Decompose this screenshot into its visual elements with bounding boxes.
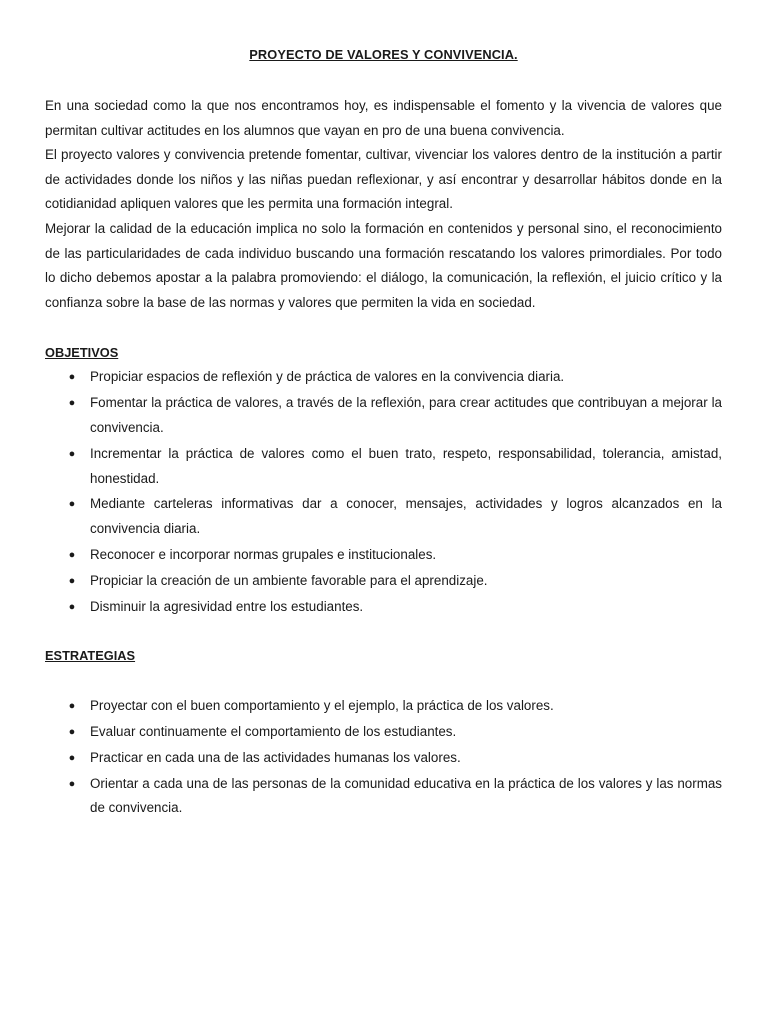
bullet-icon: ● [68, 699, 76, 712]
list-item-text: Reconocer e incorporar normas grupales e institucionales. [90, 547, 437, 563]
intro-paragraph-3: Mejorar la calidad de la educación implica no solo la formación en contenidos y personal sino, el reconocimiento de las particularidades de cada individuo buscando una formación rescatando los valores primordiales. Por todo lo dicho debemos apostar a la palabra promoviendo: el diálogo, la comunicación, la reflexión, el juicio crítico y la confianza sobre la base de las normas y valores que permiten la vida en sociedad. [45, 220, 722, 310]
list-item [45, 772, 722, 821]
intro-paragraph-1: En una sociedad como la que nos encontramos hoy, es indispensable el fomento y la vivencia de valores que permitan cultivar actitudes en los alumnos que vayan en pro de una buena convivencia. [45, 98, 722, 138]
bullet-icon: ● [68, 751, 76, 764]
list-item [45, 442, 722, 491]
bullet-icon: ● [68, 601, 76, 614]
list-item-text: Proyectar con el buen comportamiento y el ejemplo, la práctica de los valores. [90, 697, 554, 713]
list-item [45, 492, 722, 541]
estrategias-list [45, 694, 722, 821]
list-item-text: Disminuir la agresividad entre los estudiantes. [90, 599, 364, 615]
list-item-text: Propiciar espacios de reflexión y de práctica de valores en la convivencia diaria. [90, 369, 565, 385]
list-item-text: Fomentar la práctica de valores, a través de la reflexión, para crear actitudes que contribuyan a mejorar la convivencia. [90, 395, 722, 435]
list-item-text: Orientar a cada una de las personas de la comunidad educativa en la práctica de los valores y las normas de convivencia. [90, 775, 722, 816]
bullet-icon: ● [68, 371, 76, 384]
bullet-icon: ● [68, 549, 76, 562]
list-item-text: Incrementar la práctica de valores como el buen trato, respeto, responsabilidad, tolerancia, amistad, honestidad. [90, 445, 722, 486]
bullet-icon: ● [68, 498, 76, 511]
list-item [45, 365, 722, 390]
list-item [45, 746, 722, 771]
list-item-text: Mediante carteleras informativas dar a conocer, mensajes, actividades y logros alcanzados en la convivencia diaria. [90, 496, 722, 537]
bullet-icon: ● [68, 397, 76, 410]
bullet-icon: ● [68, 725, 76, 738]
objetivos-heading: OBJETIVOS [45, 345, 119, 361]
estrategias-heading: ESTRATEGIAS [45, 647, 136, 663]
bullet-icon: ● [68, 575, 76, 588]
objetivos-list [45, 365, 722, 619]
list-item-text: Evaluar continuamente el comportamiento de los estudiantes. [90, 723, 457, 739]
list-item [45, 595, 722, 620]
document-page [45, 46, 722, 822]
bullet-icon: ● [68, 777, 76, 790]
intro-paragraph-2: El proyecto valores y convivencia pretende fomentar, cultivar, vivenciar los valores dentro de la institución a partir de actividades donde los niños y las niñas puedan reflexionar, y así encontrar y desarrollar hábitos donde en la cotidianidad apliquen valores que les permita una formación integral. [45, 147, 722, 212]
list-item-text: Practicar en cada una de las actividades humanas los valores. [90, 749, 461, 765]
bullet-icon: ● [68, 447, 76, 460]
list-item [45, 694, 722, 719]
list-item-text: Propiciar la creación de un ambiente favorable para el aprendizaje. [90, 573, 488, 589]
list-item [45, 720, 722, 745]
document-title: PROYECTO DE VALORES Y CONVIVENCIA. [249, 47, 518, 62]
list-item [45, 569, 722, 594]
list-item [45, 391, 722, 440]
list-item [45, 543, 722, 568]
